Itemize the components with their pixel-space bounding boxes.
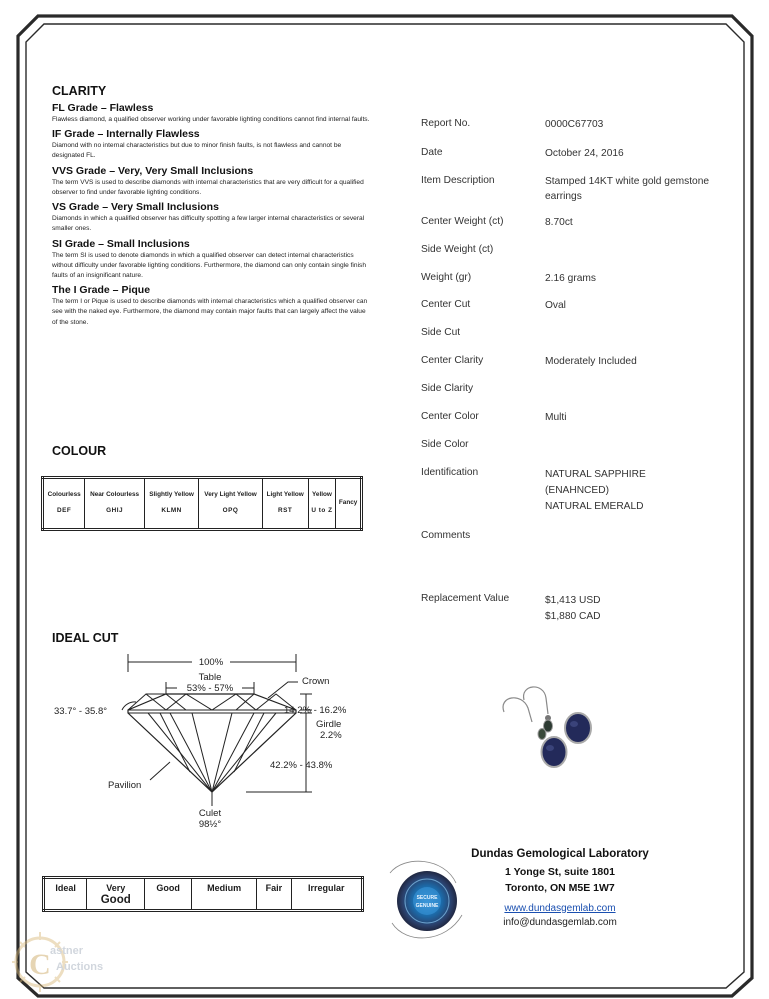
cut-grade-label: Very (106, 883, 126, 893)
clarity-grades (52, 102, 372, 328)
field-label: Report No. (421, 118, 471, 129)
colour-code: DEF (57, 507, 72, 514)
grade-description: Flawless diamond, a qualified observer working under favorable lighting conditions cannot find internal faults. (52, 116, 370, 123)
field-label: Weight (gr) (421, 272, 472, 283)
colour-cell (262, 478, 308, 530)
cut-grade-cell (44, 878, 87, 911)
crown-label: Crown (302, 676, 330, 687)
grade-description: The term VVS is used to describe diamonds with internal characteristics that are very difficult for a qualified observer to find under favorable lighting conditions. (52, 178, 364, 196)
grade-heading: VS Grade – Very Small Inclusions (52, 201, 219, 214)
colour-label: Slightly Yellow (149, 491, 194, 499)
culet-value-label: 98½° (198, 819, 222, 830)
lab-address-line1: 1 Yonge St, suite 1801 (505, 866, 615, 878)
table-percent-label: 53% - 57% (186, 683, 234, 694)
colour-label: Yellow (312, 491, 332, 499)
lab-info (430, 848, 690, 928)
cut-grade-table (42, 876, 364, 912)
field-label: Date (421, 147, 443, 158)
colour-scale-table (41, 476, 363, 531)
grade-heading: SI Grade – Small Inclusions (52, 237, 190, 250)
field-value: 0000C67703 (545, 119, 604, 130)
colour-label: Colourless (47, 491, 81, 499)
girdle-percent-label: 2.2% (320, 730, 342, 741)
hologram-text: GENUINE (415, 903, 439, 909)
field-value: 8.70ct (545, 217, 573, 228)
lab-email: info@dundasgemlab.com (503, 916, 617, 928)
earrings-photo (492, 680, 602, 775)
cut-grade-label: Ideal (55, 883, 76, 893)
pavilion-label: Pavilion (108, 780, 142, 791)
colour-cell (43, 478, 85, 530)
field-label: Side Weight (ct) (421, 244, 494, 255)
field-value: Multi (545, 412, 567, 423)
colour-cell (85, 478, 144, 530)
field-label: Comments (421, 530, 471, 541)
lab-name: Dundas Gemological Laboratory (471, 848, 649, 860)
grade-heading: IF Grade – Internally Flawless (52, 128, 200, 141)
lab-address-line2: Toronto, ON M5E 1W7 (505, 882, 615, 895)
cut-grade-cell (145, 878, 192, 911)
ideal-cut-title: IDEAL CUT (52, 631, 119, 645)
field-label: Center Color (421, 411, 479, 422)
clarity-title: CLARITY (52, 84, 107, 98)
cut-grade-label: Fair (265, 883, 283, 893)
colour-label: Near Colourless (90, 491, 140, 499)
colour-cell (308, 478, 336, 530)
colour-code: OPQ (222, 507, 239, 514)
diamond-proportions-diagram (50, 650, 370, 830)
colour-label: Very Light Yellow (204, 491, 257, 499)
clarity-section (52, 84, 372, 331)
field-value: $1,413 USD $1,880 CAD (545, 595, 601, 622)
colour-cell (199, 478, 262, 530)
field-label: Side Clarity (421, 383, 474, 394)
grade-description: Diamond with no internal characteristics but due to minor finish faults, is not flawless and cannot be designated FL. (52, 142, 342, 160)
field-label: Center Weight (ct) (421, 216, 504, 227)
cut-grade-label: Medium (207, 883, 242, 893)
field-label: Side Color (421, 439, 469, 450)
field-value: Stamped 14KT white gold gemstone earrings (545, 176, 710, 202)
colour-cell (336, 478, 362, 530)
colour-code: GHIJ (106, 507, 124, 514)
crown-angle-label: 33.7° - 35.8° (54, 706, 108, 717)
field-label: Center Cut (421, 299, 471, 310)
field-value: 2.16 grams (545, 273, 596, 284)
field-label: Identification (421, 467, 479, 478)
pavilion-depth-label: 42.2% - 43.8% (270, 760, 333, 771)
field-label: Replacement Value (421, 593, 510, 604)
cut-grade-label-line2: Good (100, 894, 131, 906)
colour-label: Fancy (338, 499, 358, 507)
girdle-label: Girdle (316, 719, 342, 730)
cut-grade-cell (291, 878, 362, 911)
cut-grade-cell (192, 878, 257, 911)
colour-cell (144, 478, 198, 530)
colour-label: Light Yellow (266, 491, 304, 499)
grade-heading: FL Grade – Flawless (52, 102, 154, 114)
cut-grade-label: Good (156, 883, 180, 893)
svg-text:C: C (29, 948, 51, 981)
crown-height-label: 14.2% - 16.2% (284, 705, 347, 716)
castner-auctions-watermark-logo (8, 926, 108, 996)
field-label: Center Clarity (421, 355, 484, 366)
field-value: October 24, 2016 (545, 148, 624, 159)
field-value: NATURAL SAPPHIRE (ENAHNCED) NATURAL EMERALD (545, 469, 646, 512)
field-label: Item Description (421, 175, 495, 186)
table-title-label: Table (198, 672, 222, 683)
culet-label: Culet (198, 808, 222, 819)
cut-grade-cell (87, 878, 145, 911)
lab-website-link[interactable]: www.dundasgemlab.com (504, 902, 616, 914)
svg-text:astner: astner (50, 945, 84, 957)
colour-code: RST (278, 507, 293, 514)
grade-heading: The I Grade – Pique (52, 284, 151, 297)
lab-address (430, 864, 690, 897)
grade-description: The term I or Pique is used to describe diamonds with internal characteristics which a qualified observer can see with the naked eye. Furthermore, the diamond may contain major faults that can largely affect the value of the stone. (52, 298, 368, 326)
width-percent-label: 100% (198, 657, 224, 668)
cut-grade-cell (257, 878, 291, 911)
grade-description: The term SI is used to denote diamonds in which a qualified observer can detect internal characteristics without difficulty under favorable lighting conditions. Furthermore, the diamond can only contain single finish faults of an insignificant nature. (52, 251, 366, 279)
grade-description: Diamonds in which a qualified observer has difficulty spotting a few larger internal characteristics or several smaller ones. (52, 215, 365, 233)
colour-title: COLOUR (52, 444, 107, 458)
hologram-text: SECURE (416, 895, 438, 901)
field-value: Oval (545, 300, 566, 311)
cut-grade-label: Irregular (308, 883, 345, 893)
svg-text:Auctions: Auctions (56, 961, 104, 973)
colour-code: KLMN (161, 507, 182, 514)
grade-heading: VVS Grade – Very, Very Small Inclusions (52, 164, 254, 177)
field-value: Moderately Included (545, 356, 637, 367)
field-label: Side Cut (421, 327, 461, 338)
colour-code: U to Z (311, 507, 333, 514)
